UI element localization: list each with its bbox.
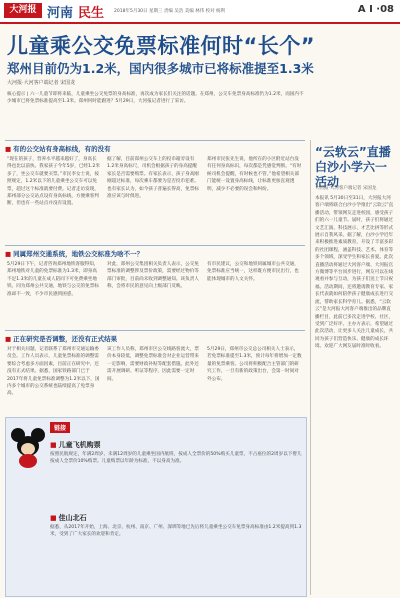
newspaper-logo: 大河报: [4, 3, 42, 18]
section2-title-text: 同属郑州交通系统，地铁公交标准为啥不一？: [13, 250, 144, 258]
section2-column-1: 5月29日下午，记者咨询郑州地铁客服得知，郑州地铁对儿童的免票标准为1.3米，即身高不足1.3米的儿童在成人陪同下可免费乘坐地铁。同为郑州公共交通，地铁与公交的免票标准却不一致，不少市民感到困惑。: [7, 262, 99, 297]
article-byline: 大河报·大河客户端记者 宋国龙: [7, 80, 76, 86]
section3-column-1: 对于相关问题，记者联系了郑州市交通运输委员会。工作人员表示，儿童免票标准的调整需要综合考虑多方面因素，目前正在研究中，还没有正式结果。据悉，国家铁路部门已于2017年将儿童免票标准调整为1.2米以下，国内多个城市的公交系统也陆续提高了免票身高。: [7, 347, 100, 397]
link-tag: 链接: [50, 422, 70, 433]
link-item2-title-text: 佳山北石: [58, 514, 87, 522]
section3-title: [5, 334, 117, 343]
section1-column-2: 据了解，目前郑州公交车上的投币箱旁设有1.2米身高标尺，司机会根据孩子的身高提醒家长是否需要购票。有家长表示，孩子身高刚刚超过标准，每次乘车都要为是否投币犯难。也有家长认为，如今孩子普遍长得高，免票标准应该与时俱进。: [107, 157, 199, 200]
article-headline: 儿童乘公交免票标准何时“长个”: [7, 34, 316, 58]
dateline: 2018年5月30日 星期三 责编 吴浩 美编 林伟 校对 杨利: [114, 9, 226, 14]
link-sidebar-box: [5, 417, 307, 597]
link-item1-title-text: 儿童飞机购票: [58, 441, 101, 449]
sidebar-text: 本报讯 5月30日至31日，大河报大河客户端将联合白沙小学推出“云软云”直播活动，带领网友走进校园，感受孩子们的六一儿童节。届时，孩子们将通过文艺汇演、科技展示、才艺比拼等形式展示自我风采。据了解，白沙小学近年来积极推进素质教育，开设了丰富多彩的社团课程，涵盖科技、艺术、体育等多个领域，深受学生和家长喜爱。此次直播活动将通过大河客户端、大河报官方微博等平台同步进行，网友可以在线观看并参与互动，为孩子们送上节日祝福。活动期间，还将邀请教育专家、家长代表就如何陪伴孩子健康成长进行交流，帮助家长科学育儿。据悉，“云软云”是大河报大河客户端推出的品牌直播栏目，此前已多次走进学校、社区，受到广泛好评。主办方表示，希望通过此次活动，让更多人关注儿童成长，共同为孩子们营造快乐、健康的成长环境。欢迎广大网友届时准时收看。: [315, 196, 394, 350]
link-item2-title: [50, 513, 87, 523]
section-marker-icon: ■: [5, 250, 12, 258]
section3-rule: [5, 330, 305, 331]
section3-column-3: 5月29日，郑州市公交总公司相关人士表示，若免票标准提至1.3米，预计每年将增加一定数量的免票乘客。公司将积极配合主管部门的研究工作，一旦有新的政策出台，会第一时间对外公布。: [207, 347, 302, 382]
section2-rule: [5, 245, 305, 246]
section2-column-3: 有市民建议，公交和地铁同属城市公共交通，免票标准应当统一，这样既方便市民出行，也能体现城市的人文关怀。: [207, 262, 299, 282]
cartoon-mouse-icon: [10, 426, 46, 468]
link-item1-title: [50, 440, 101, 450]
link-item2-text: 据悉，从2017年开始，上海、北京、杭州、南京、广州、深圳等地已先后将儿童乘坐公交车免票身高标准由1.2米提高到1.3米，受到了广大家长的欢迎和肯定。: [50, 525, 302, 538]
section2-column-2: 对此，郑州公交集团相关负责人表示，公交免票标准的调整涉及票价政策，需要经过物价等部门审批，目前尚未收到调整通知。该负责人称，会将市民的意见向上级部门反映。: [107, 262, 199, 290]
section-name-sub: 民生: [78, 6, 105, 21]
link-item1-text: 按照民航规定，年满2周岁、未满12周岁的儿童乘坐国内航班，按成人全票价的50%购买儿童票，不占座位的2周岁以下婴儿按成人全票价10%购票。儿童购票以年龄为标准，不以身高为准。: [50, 452, 302, 465]
section1-column-3: 郑州市民张先生说，他所在的小区附近站台没有任何身高标识，每次都是凭感觉判断。“有时候司机会提醒，有时候也不管。”他希望相关部门能统一设置身高标线，让标准更加直观透明，减少不必要的误会和纠纷。: [207, 157, 302, 192]
sidebar-byline: 大河报·大河客户端记者 宋国龙: [315, 186, 377, 191]
section-marker-icon: ■: [5, 335, 12, 343]
item-marker-icon: ■: [50, 441, 57, 449]
section-marker-icon: ■: [5, 145, 12, 153]
section3-column-2: 该工作人员称，郑州市区公交线路客流大，票价本身较低，调整免票标准会对企业运营带来一定影响，需要财政补贴等配套措施。此外还需开展调研、听证等程序，因此需要一定时间。: [107, 347, 199, 382]
section2-title: [5, 249, 143, 258]
article-lead: 核心提示 | 六一儿童节即将来临，儿童乘坐公交免票的身高标准，再次成为家长们关注的话题。在郑州，公交车免票身高标准仍为1.2米，而国内不少城市已将免票标准提高至1.3米。郑州何时能跟进？5月29日，大河报记者进行了采访。: [7, 92, 304, 105]
column-divider: [310, 140, 311, 595]
section1-title: [5, 144, 111, 153]
page-header: [0, 0, 400, 24]
sidebar-headline: “云软云”直播白沙小学六一活动: [315, 145, 391, 189]
page-number: A I ·08: [357, 4, 394, 15]
section1-title-text: 有的公交站有身高标线，有的没有: [13, 145, 111, 153]
section3-title-text: 正在研究是否调整，还没有正式结果: [13, 335, 118, 343]
section-name-main: 河南: [47, 6, 74, 21]
article-subhead: 郑州目前仍为1.2米，国内很多城市已将标准提至1.3米: [7, 61, 314, 76]
item-marker-icon: ■: [50, 514, 57, 522]
section1-rule: [5, 140, 305, 141]
section1-column-1: “现在的孩子，营养水平越来越好了，身高长得也比以前快。我家孩子今年5岁，已经1.2米多了，坐公交车就要买票。”市民李女士说，按照规定，1.2米以下的儿童乘坐公交车可以免票，超过这个标准就要付费。记者走访发现，郑州部分公交站点设有身高标线，方便乘客判断，但也有一些站点并没有设置。: [7, 157, 100, 207]
